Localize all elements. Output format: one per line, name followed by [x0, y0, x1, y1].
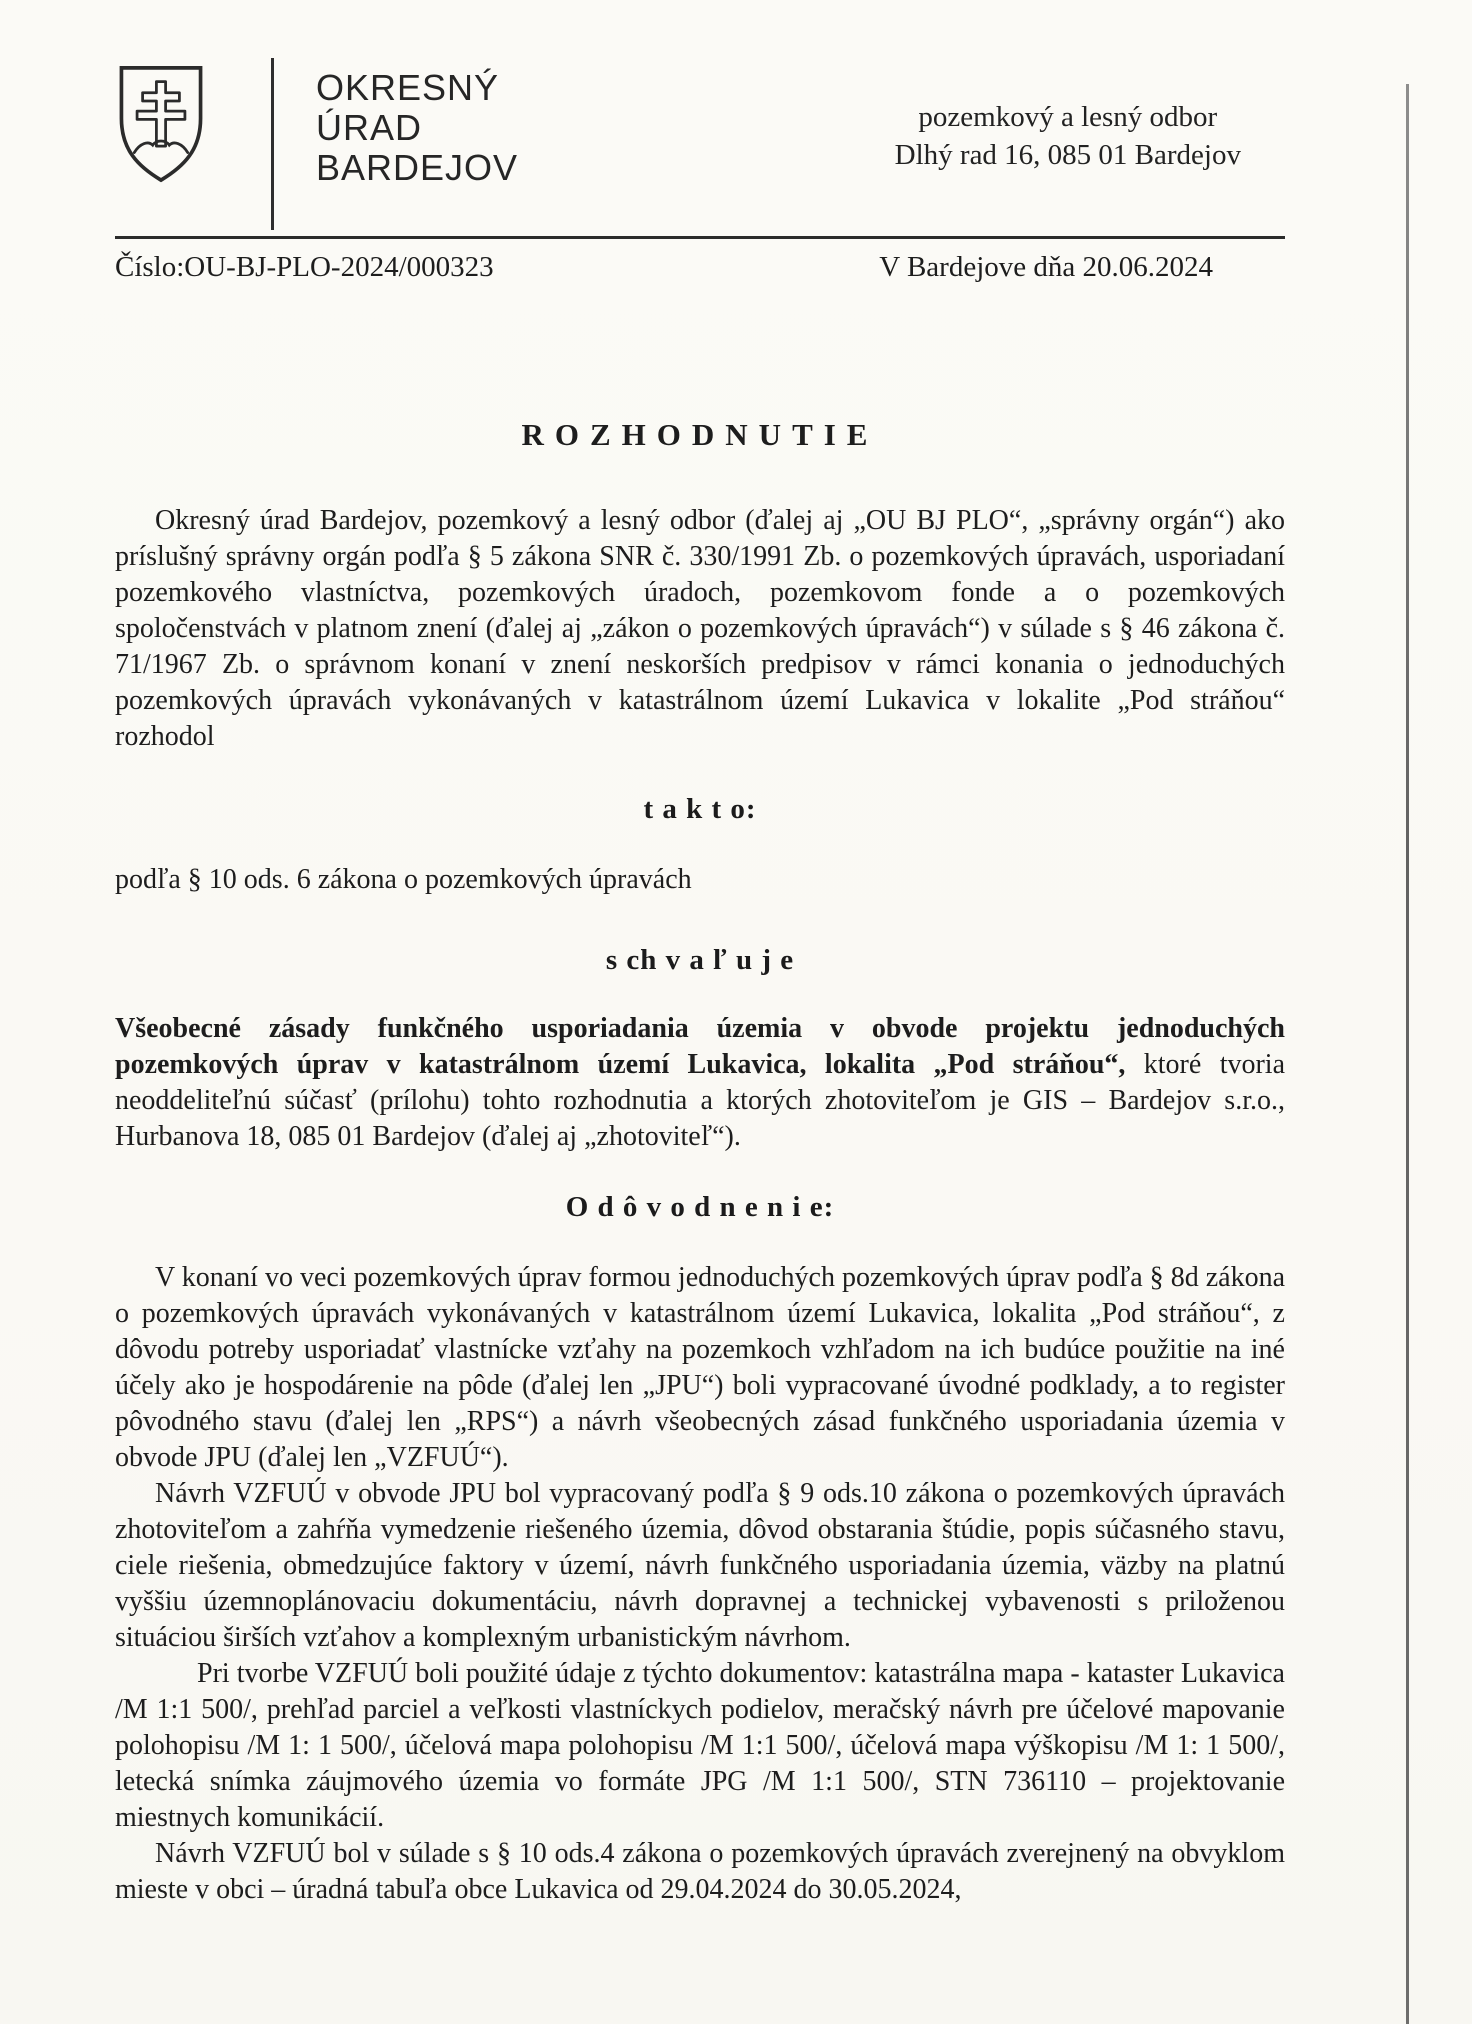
- approval-paragraph: [115, 1011, 1285, 1155]
- reference-row: [115, 251, 1285, 284]
- slovak-coat-of-arms-icon: [115, 60, 207, 188]
- reasoning-paragraph: Pri tvorbe VZFUÚ boli použité údaje z týchto dokumentov: katastrálna mapa - kataster Lukavica /M 1:1 500/, prehľad parciel a veľkosti vlastníckych podielov, meračský návrh pre účelové mapovanie polohopisu /M 1: 1 500/, účelová mapa polohopisu /M 1:1 500/, účelová mapa výškopisu /M 1: 1 500/, letecká snímka záujmového územia vo formáte JPG /M 1:1 500/, STN 736110 – projektovanie miestnych komunikácií.: [115, 1658, 1285, 1833]
- legal-basis-line: podľa § 10 ods. 6 zákona o pozemkových úpravách: [115, 864, 692, 895]
- letterhead: [115, 58, 1285, 234]
- department-address-block: [895, 98, 1241, 174]
- reasoning-paragraph: Návrh VZFUÚ bol v súlade s § 10 ods.4 zákona o pozemkových úpravách zverejnený na obvyklom mieste v obci – úradná tabuľa obce Lukavica od 29.04.2024 do 30.05.2024,: [115, 1838, 1285, 1905]
- approval-regular-part: ktoré tvoria neoddeliteľnú súčasť (prílohu) tohto rozhodnutia a ktorých zhotoviteľom je GIS – Bardejov s.r.o., Hurbanova 18, 085 01 Bardejov (ďalej aj „zhotoviteľ“).: [115, 1049, 1286, 1152]
- office-name-line: ÚRAD: [316, 107, 423, 148]
- office-name: [316, 58, 518, 188]
- scan-edge-artifact: [1406, 84, 1409, 2024]
- takto-heading: t a k t o:: [643, 793, 757, 825]
- approval-bold-part: Všeobecné zásady funkčného usporiadania územia v obvode projektu jednoduchých pozemkových úprav v katastrálnom území Lukavica, lokalita „Pod stráňou“,: [115, 1013, 1285, 1080]
- place-and-date: V Bardejove dňa 20.06.2024: [879, 251, 1213, 283]
- letterhead-divider: [271, 58, 274, 230]
- odovodnenie-heading: O d ô v o d n e n i e:: [565, 1191, 835, 1223]
- department-name: pozemkový a lesný odbor: [918, 101, 1218, 133]
- office-address: Dlhý rad 16, 085 01 Bardejov: [894, 139, 1241, 171]
- reasoning-paragraph: V konaní vo veci pozemkových úprav formou jednoduchých pozemkových úprav podľa § 8d zákona o pozemkových úpravách vykonávaných v katastrálnom území Lukavica, lokalita „Pod stráňou“, z dôvodu potreby usporiadať vlastnícke vzťahy na pozemkoch vzhľadom na ich budúce použitie na iné účely ako je hospodárenie na pôde (ďalej len „JPU“) boli vypracované úvodné podklady, a to register pôvodného stavu (ďalej len „RPS“) a návrh všeobecných zásad funkčného usporiadania územia v obvode JPU (ďalej len „VZFUÚ“).: [115, 1262, 1285, 1473]
- reasoning-paragraph: Návrh VZFUÚ v obvode JPU bol vypracovaný podľa § 9 ods.10 zákona o pozemkových úpravách zhotoviteľom a zahŕňa vymedzenie riešeného územia, dôvod obstarania štúdie, popis súčasného stavu, ciele riešenia, obmedzujúce faktory v území, návrh funkčného usporiadania územia, väzby na platnú vyššiu územnoplánovaciu dokumentáciu, návrh dopravnej a technickej vybavenosti s priloženou situáciou širších vzťahov a komplexným urbanistickým návrhom.: [115, 1478, 1285, 1653]
- header-rule: [115, 236, 1285, 239]
- document-title: ROZHODNUTIE: [521, 417, 879, 452]
- schvaluje-heading: s ch v a ľ u j e: [605, 944, 795, 976]
- office-name-line: BARDEJOV: [316, 147, 519, 188]
- office-name-line: OKRESNÝ: [316, 67, 500, 108]
- case-number: Číslo:OU-BJ-PLO-2024/000323: [115, 251, 494, 283]
- intro-paragraph: Okresný úrad Bardejov, pozemkový a lesný odbor (ďalej aj „OU BJ PLO“, „správny orgán“) ako príslušný správny orgán podľa § 5 zákona SNR č. 330/1991 Zb. o pozemkových úpravách, usporiadaní pozemkového vlastníctva, pozemkových úradoch, pozemkovom fonde a o pozemkových spoločenstvách v platnom znení (ďalej aj „zákon o pozemkových úpravách“) v súlade s § 46 zákona č. 71/1967 Zb. o správnom konaní v znení neskorších predpisov v rámci konania o jednoduchých pozemkových úpravách vykonávaných v katastrálnom území Lukavica v lokalite „Pod stráňou“ rozhodol: [115, 505, 1285, 752]
